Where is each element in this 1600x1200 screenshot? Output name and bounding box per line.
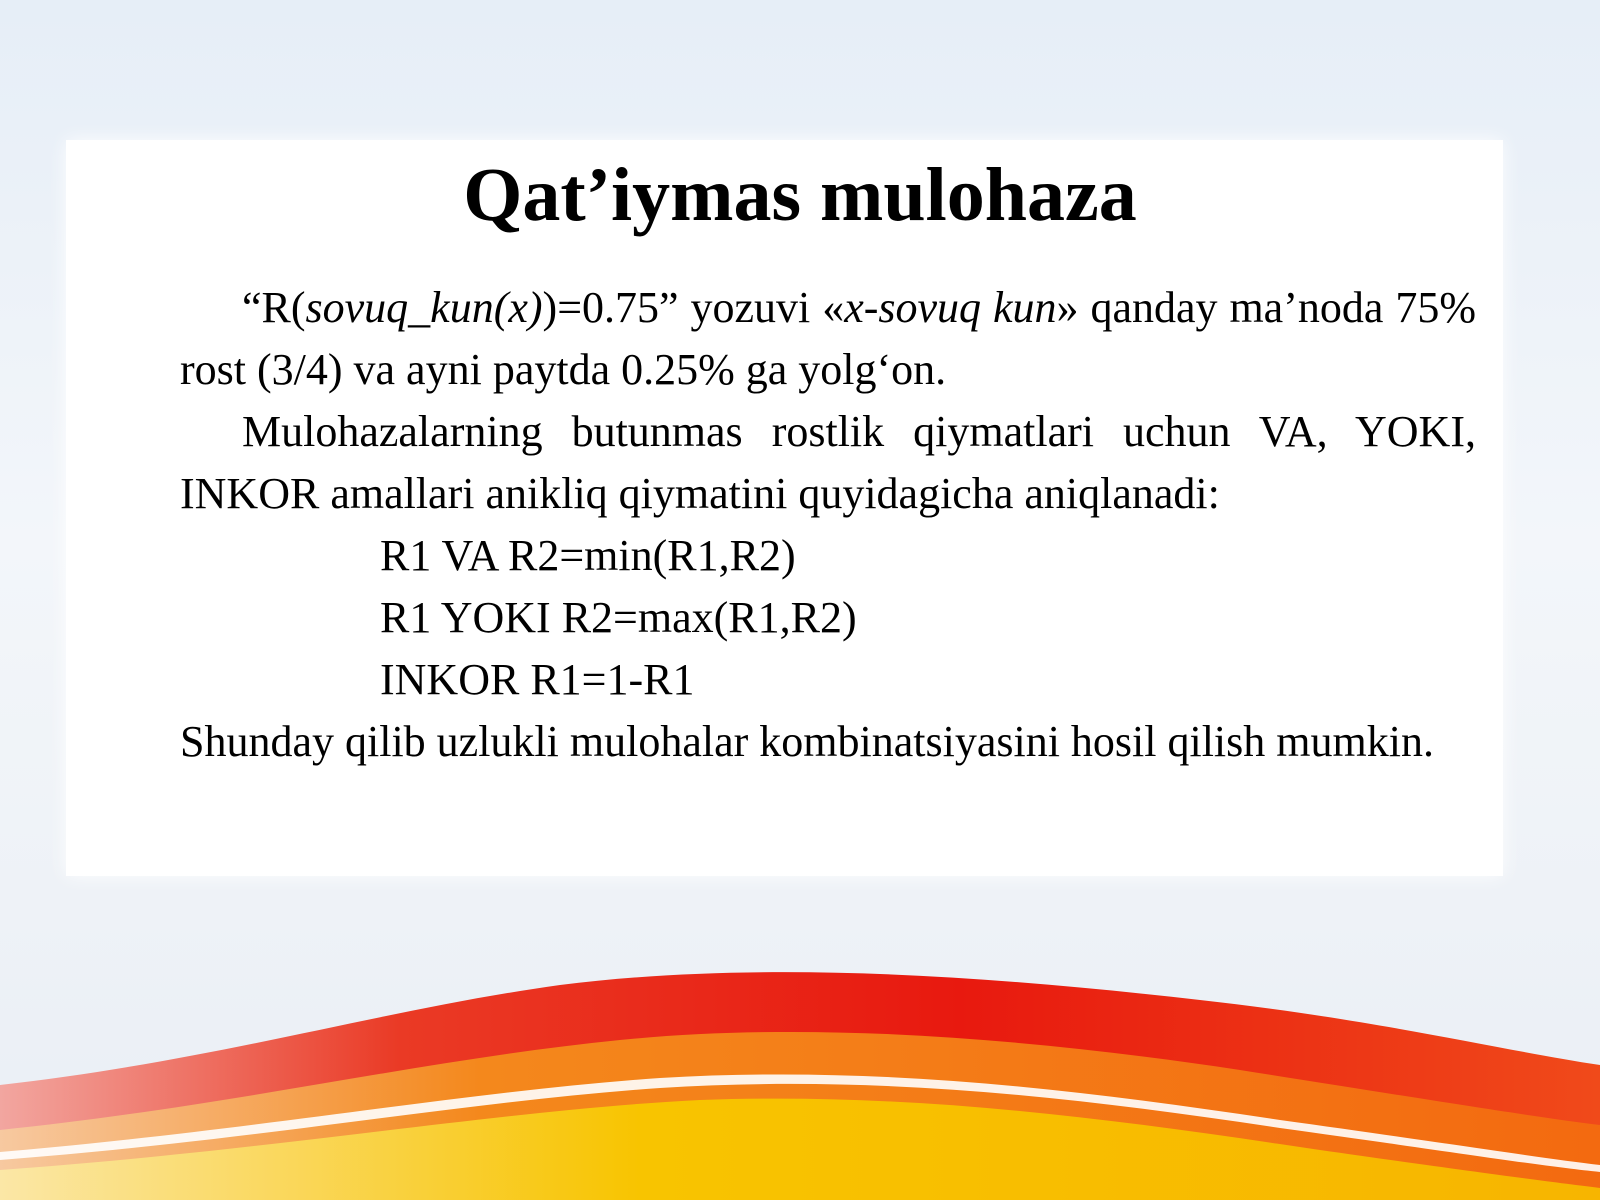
text-fragment: “R( xyxy=(242,283,306,332)
function-name: sovuq_kun(x) xyxy=(305,283,543,332)
slide-title: Qat’iymas mulohaza xyxy=(463,153,1137,237)
formula-and: R1 VA R2=min(R1,R2) xyxy=(380,531,796,580)
text-fragment: » qanday ma’noda 75% rost (3/4) va ayni paytda 0.25% ga yolg‘on. xyxy=(180,283,1476,394)
slide-body xyxy=(180,277,1476,773)
formula-or: R1 YOKI R2=max(R1,R2) xyxy=(380,593,857,642)
paragraph-operations: Mulohazalarning butunmas rostlik qiymatlari uchun VA, YOKI, INKOR amallari anikliq qiymatini quyidagicha aniqlanadi: xyxy=(180,407,1476,518)
italic-phrase: x-sovuq kun xyxy=(844,283,1057,332)
paragraph-definition xyxy=(180,277,1476,401)
text-fragment: )=0.75” yozuvi « xyxy=(542,283,845,332)
paragraph-conclusion: Shunday qilib uzlukli mulohalar kombinatsiyasini hosil qilish mumkin. xyxy=(180,717,1434,766)
formula-not: INKOR R1=1-R1 xyxy=(380,655,695,704)
